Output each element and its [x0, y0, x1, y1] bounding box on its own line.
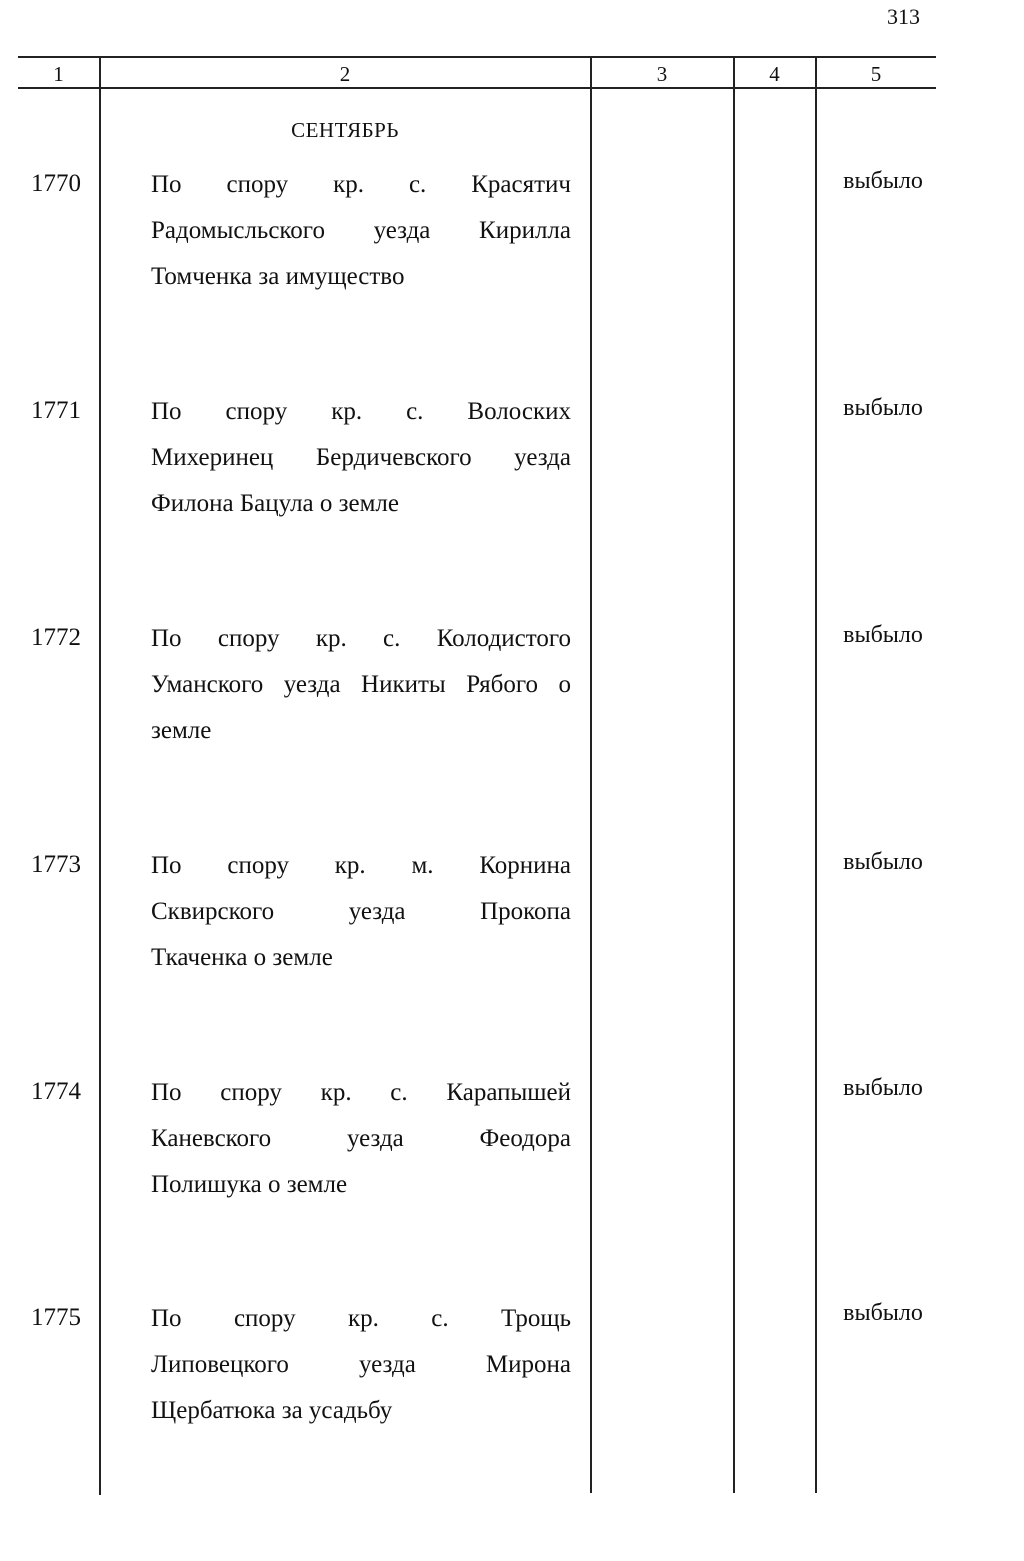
- description-line: По спору кр. с. Красятич: [151, 171, 571, 198]
- description-line: Щербатюка за усадьбу: [151, 1397, 393, 1424]
- description-line: Михеринец Бердичевского уезда: [151, 444, 571, 471]
- row-number: 1773: [31, 851, 81, 878]
- description-line: Уманского уезда Никиты Рябого о: [151, 671, 571, 698]
- row-description: [151, 162, 571, 300]
- row-description: [151, 1296, 571, 1434]
- description-line: По спору кр. с. Колодистого: [151, 625, 571, 652]
- row-number: 1771: [31, 397, 81, 424]
- description-line: По спору кр. м. Корнина: [151, 852, 571, 879]
- description-line: Каневского уезда Феодора: [151, 1125, 571, 1152]
- description-line: По спору кр. с. Трощь: [151, 1305, 571, 1332]
- row-number: 1774: [31, 1078, 81, 1105]
- row-description: [151, 389, 571, 527]
- column-header-4: 4: [769, 62, 780, 86]
- row-description: [151, 1070, 571, 1208]
- row-status: выбыло: [843, 1075, 923, 1101]
- row-description: [151, 616, 571, 754]
- column-header-2: 2: [339, 62, 351, 86]
- column-divider-3: [733, 57, 735, 1493]
- row-number: 1772: [31, 624, 81, 651]
- description-line: По спору кр. с. Карапышей: [151, 1079, 571, 1106]
- description-line: Сквирского уезда Прокопа: [151, 898, 571, 925]
- column-header-5: 5: [870, 62, 882, 86]
- table-top-rule: [18, 56, 936, 58]
- row-number: 1775: [31, 1304, 81, 1331]
- description-line: Полишука о земле: [151, 1171, 348, 1198]
- row-status: выбыло: [843, 168, 923, 194]
- row-number: 1770: [31, 170, 81, 197]
- description-line: По спору кр. с. Волоских: [151, 398, 571, 425]
- column-divider-2: [590, 57, 592, 1493]
- row-status: выбыло: [843, 849, 923, 875]
- description-line: Липовецкого уезда Мирона: [151, 1351, 571, 1378]
- column-divider-4: [815, 57, 817, 1493]
- description-line: Радомысльского уезда Кирилла: [151, 217, 571, 244]
- description-line: Томченка за имущество: [151, 263, 405, 290]
- description-line: земле: [151, 717, 212, 744]
- column-header-1: 1: [53, 62, 64, 86]
- section-title: СЕНТЯБРЬ: [291, 118, 399, 142]
- description-line: Филона Бацула о земле: [151, 490, 399, 517]
- page-number: 313: [887, 4, 920, 29]
- row-status: выбыло: [843, 395, 923, 421]
- description-line: Ткаченка о земле: [151, 944, 333, 971]
- row-status: выбыло: [843, 1300, 923, 1326]
- table-header-rule: [18, 87, 936, 89]
- column-header-3: 3: [656, 62, 668, 86]
- row-status: выбыло: [843, 622, 923, 648]
- column-divider-1: [99, 57, 101, 1495]
- row-description: [151, 843, 571, 981]
